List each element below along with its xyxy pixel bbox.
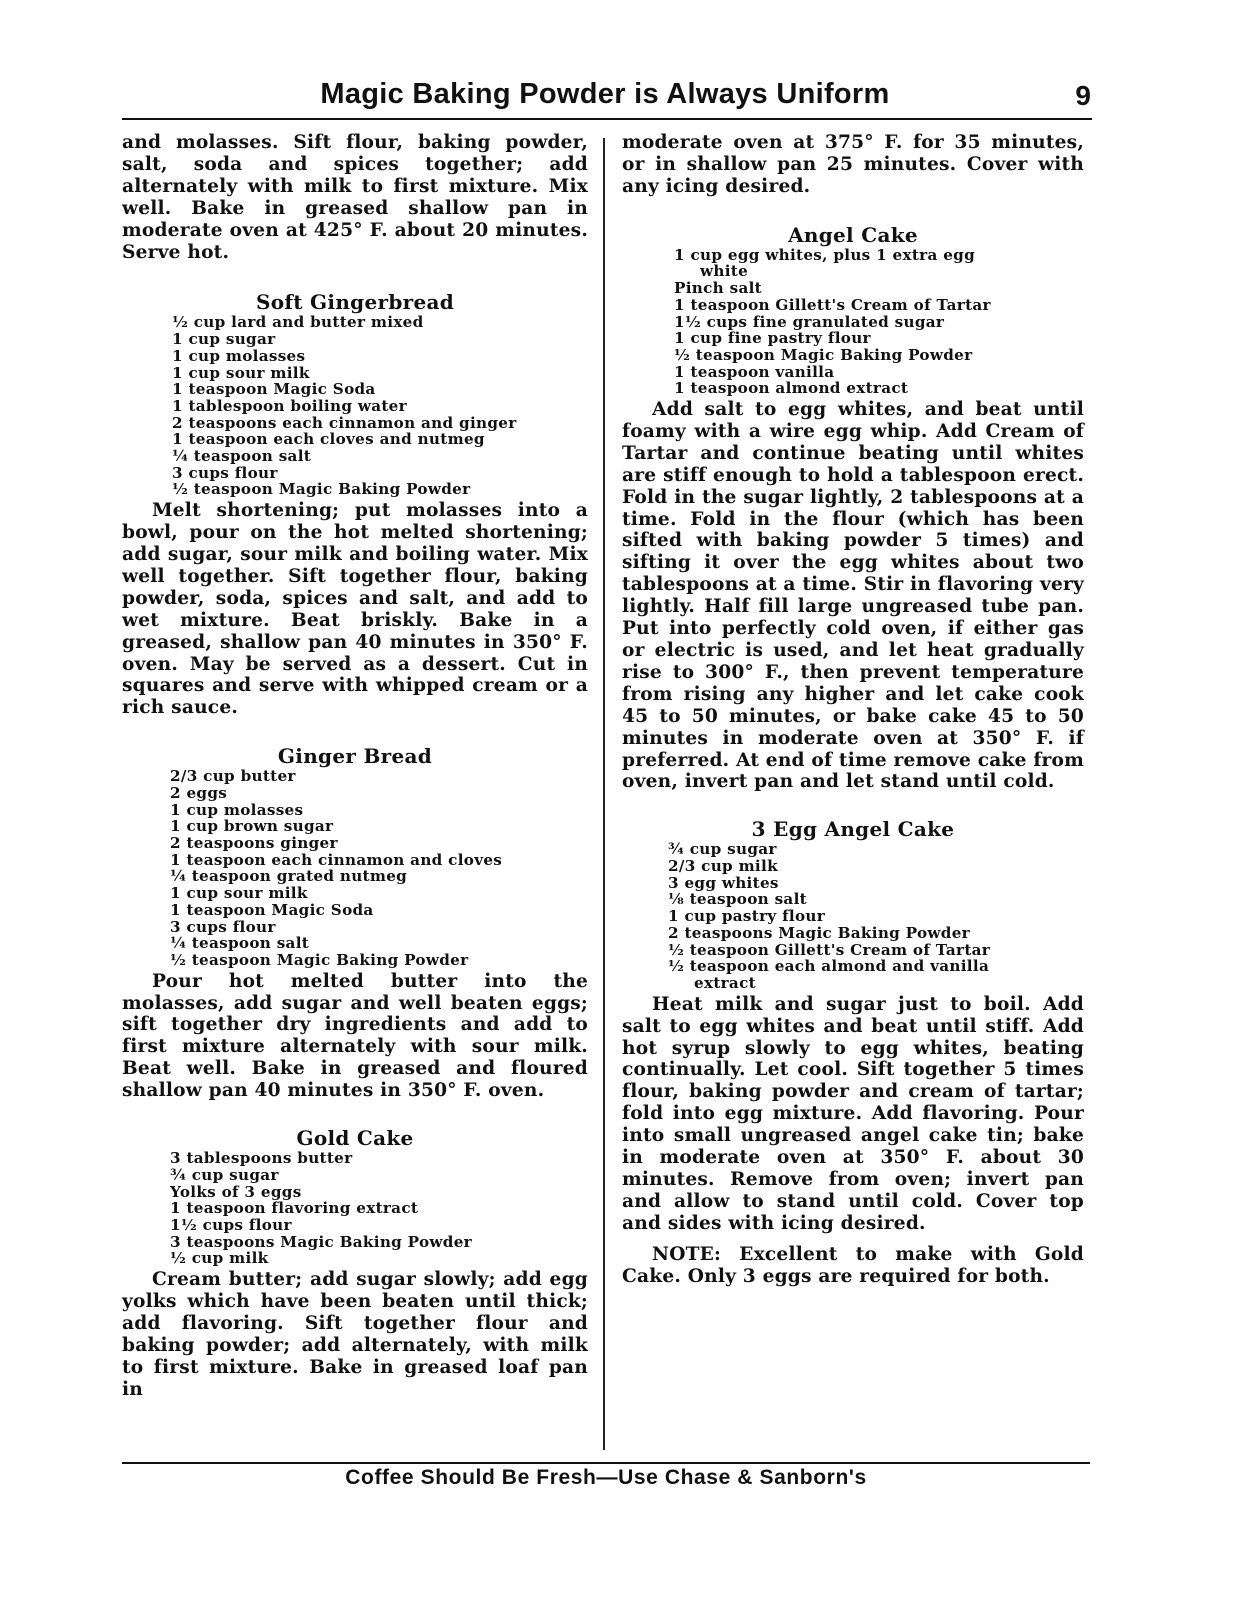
ingredient-item: 3 teaspoons Magic Baking Powder bbox=[170, 1232, 472, 1251]
ingredient-item: ½ teaspoon Magic Baking Powder bbox=[170, 950, 469, 969]
recipe-title: 3 Egg Angel Cake bbox=[751, 817, 955, 842]
recipe-title: Gold Cake bbox=[296, 1126, 414, 1151]
recipe-angel-cake bbox=[622, 223, 1084, 794]
recipe-soft-gingerbread bbox=[122, 290, 588, 719]
continued-directions: moderate oven at 375° F. for 35 minutes, or in shallow pan 25 minutes. Cover with any icing desired. bbox=[622, 132, 1084, 197]
ingredient-item: ½ teaspoon Gillett's Cream of Tartar bbox=[668, 940, 991, 959]
ingredient-item: 1 cup egg whites, plus 1 extra egg bbox=[674, 245, 976, 264]
recipe-ginger-bread bbox=[122, 744, 588, 1102]
ingredient-item: 1 cup brown sugar bbox=[170, 817, 334, 836]
ingredient-item: 3 cups flour bbox=[170, 917, 276, 936]
ingredient-item: 3 cups flour bbox=[172, 463, 278, 482]
ingredient-item: 1 teaspoon each cinnamon and cloves bbox=[170, 850, 503, 869]
continued-directions: and molasses. Sift flour, baking powder, salt, soda and spices together; add alternately with milk to first mixture. Mix well. Bake in greased shallow pan in moderate oven at 425° F. about 20 minutes. Serve hot. bbox=[122, 132, 588, 263]
ingredient-list bbox=[674, 247, 1084, 397]
ingredient-item: 1 cup molasses bbox=[170, 800, 304, 819]
ingredient-item: 3 tablespoons butter bbox=[170, 1149, 353, 1168]
ingredient-item: ¾ cup sugar bbox=[668, 840, 777, 859]
ingredient-item: 1 teaspoon Gillett's Cream of Tartar bbox=[674, 295, 991, 314]
ingredient-list bbox=[170, 1150, 588, 1267]
ingredient-item: 1 cup sour milk bbox=[170, 884, 308, 903]
page-number: 9 bbox=[1075, 80, 1091, 111]
recipe-directions: Add salt to egg whites, and beat until foamy with a wire egg whip. Add Cream of Tartar and continue beating until whites are stiff enough to hold a tablespoon erect. Fold in the sugar lightly, 2 tablespoons at a time. Fold in the flour (which has been sifted with baking powder 5 times) and sifting it over the egg whites about two tablespoons at a time. Stir in flavoring very lightly. Half fill large ungreased tube pan. Put into perfectly cold oven, if either gas or electric is used, and let heat gradually rise to 300° F., then prevent temperature from rising any higher and let cake cook 45 to 50 minutes, or bake cake 45 to 50 minutes in moderate oven at 350° F. if preferred. At end of time remove cake from oven, invert pan and let stand until cold. bbox=[622, 399, 1084, 793]
ingredient-item: white bbox=[700, 262, 749, 281]
recipe-directions: Heat milk and sugar just to boil. Add salt to egg whites and beat until stiff. Add hot syrup slowly to egg whites, beating continually. Let cool. Sift together 5 times flour, baking powder and cream of tartar; fold into egg mixture. Add flavoring. Pour into small ungreased angel cake tin; bake in moderate oven at 350° F. about 30 minutes. Remove from oven; invert pan and allow to stand until cold. Cover top and sides with icing desired. bbox=[622, 993, 1084, 1234]
ingredient-item: Pinch salt bbox=[674, 279, 762, 298]
ingredient-item: ¼ teaspoon grated nutmeg bbox=[170, 867, 408, 886]
ingredient-item: 1 teaspoon each cloves and nutmeg bbox=[172, 430, 485, 449]
ingredient-item: 1 cup fine pastry flour bbox=[674, 329, 871, 348]
recipe-three-egg-angel-cake bbox=[622, 817, 1084, 1287]
ingredient-list bbox=[668, 841, 1084, 991]
ingredient-item: ½ teaspoon Magic Baking Powder bbox=[172, 480, 471, 499]
footer-rule bbox=[122, 1462, 1090, 1464]
ingredient-list bbox=[170, 768, 588, 968]
ingredient-item: ½ teaspoon Magic Baking Powder bbox=[674, 345, 973, 364]
recipe-title: Ginger Bread bbox=[277, 744, 433, 769]
ingredient-item: 1 teaspoon flavoring extract bbox=[170, 1199, 419, 1218]
ingredient-item: 1 teaspoon vanilla bbox=[674, 362, 835, 381]
recipe-note: NOTE: Excellent to make with Gold Cake. Only 3 eggs are required for both. bbox=[622, 1243, 1084, 1287]
running-header-title: Magic Baking Powder is Always Uniform bbox=[320, 78, 890, 110]
ingredient-item: 2 teaspoons Magic Baking Powder bbox=[668, 923, 970, 942]
left-column bbox=[122, 132, 588, 1400]
ingredient-item: ¼ teaspoon salt bbox=[172, 447, 312, 466]
recipe-directions: Cream butter; add sugar slowly; add egg yolks which have been beaten until thick; add flavoring. Sift together flour and baking powder; add alternately, with milk to first mixture. Bake in greased loaf pan in bbox=[122, 1269, 588, 1400]
ingredient-item: ¾ cup sugar bbox=[170, 1165, 279, 1184]
ingredient-item: 2 eggs bbox=[170, 783, 228, 802]
recipe-directions: Pour hot melted butter into the molasses, add sugar and well beaten eggs; sift together dry ingredients and add to first mixture alternately with sour milk. Beat well. Bake in greased and floured shallow pan 40 minutes in 350° F. oven. bbox=[122, 970, 588, 1102]
ingredient-item: Yolks of 3 eggs bbox=[170, 1182, 302, 1201]
ingredient-item: 2/3 cup butter bbox=[170, 767, 296, 786]
ingredient-item: 2/3 cup milk bbox=[668, 857, 778, 876]
ingredient-item: 1 cup pastry flour bbox=[668, 907, 826, 926]
ingredient-item: 2 teaspoons each cinnamon and ginger bbox=[172, 413, 517, 432]
recipe-directions: Melt shortening; put molasses into a bowl, pour on the hot melted shortening; add sugar, sour milk and boiling water. Mix well together. Sift together flour, baking powder, soda, spices and salt, and add to wet mixture. Beat briskly. Bake in a greased, shallow pan 40 minutes in 350° F. oven. May be served as a dessert. Cut in squares and serve with whipped cream or a rich sauce. bbox=[122, 500, 588, 719]
ingredient-list bbox=[172, 314, 588, 498]
recipe-title: Soft Gingerbread bbox=[255, 290, 455, 315]
ingredient-item: 1 teaspoon Magic Soda bbox=[172, 380, 376, 399]
recipe-title: Angel Cake bbox=[788, 222, 918, 247]
ingredient-item: 1 teaspoon almond extract bbox=[674, 379, 909, 398]
recipe-gold-cake bbox=[122, 1126, 588, 1400]
ingredient-item: ½ cup lard and butter mixed bbox=[172, 313, 424, 332]
ingredient-item: 1 tablespoon boiling water bbox=[172, 396, 407, 415]
ingredient-item: extract bbox=[694, 973, 756, 992]
running-footer: Coffee Should Be Fresh—Use Chase & Sanborn's bbox=[345, 1466, 867, 1489]
ingredient-item: ½ cup milk bbox=[170, 1249, 269, 1268]
header-rule bbox=[122, 118, 1092, 120]
ingredient-item: 1½ cups flour bbox=[170, 1215, 292, 1234]
ingredient-item: 1 teaspoon Magic Soda bbox=[170, 900, 374, 919]
right-column bbox=[622, 132, 1084, 1287]
ingredient-item: ⅛ teaspoon salt bbox=[668, 890, 807, 909]
ingredient-item: ¼ teaspoon salt bbox=[170, 934, 310, 953]
ingredient-item: ½ teaspoon each almond and vanilla bbox=[668, 957, 990, 976]
ingredient-item: 1 cup molasses bbox=[172, 346, 306, 365]
column-divider bbox=[603, 138, 605, 1450]
ingredient-item: 1½ cups fine granulated sugar bbox=[674, 312, 945, 331]
ingredient-item: 1 cup sugar bbox=[172, 330, 276, 349]
ingredient-item: 3 egg whites bbox=[668, 873, 779, 892]
ingredient-item: 2 teaspoons ginger bbox=[170, 834, 338, 853]
ingredient-item: 1 cup sour milk bbox=[172, 363, 310, 382]
